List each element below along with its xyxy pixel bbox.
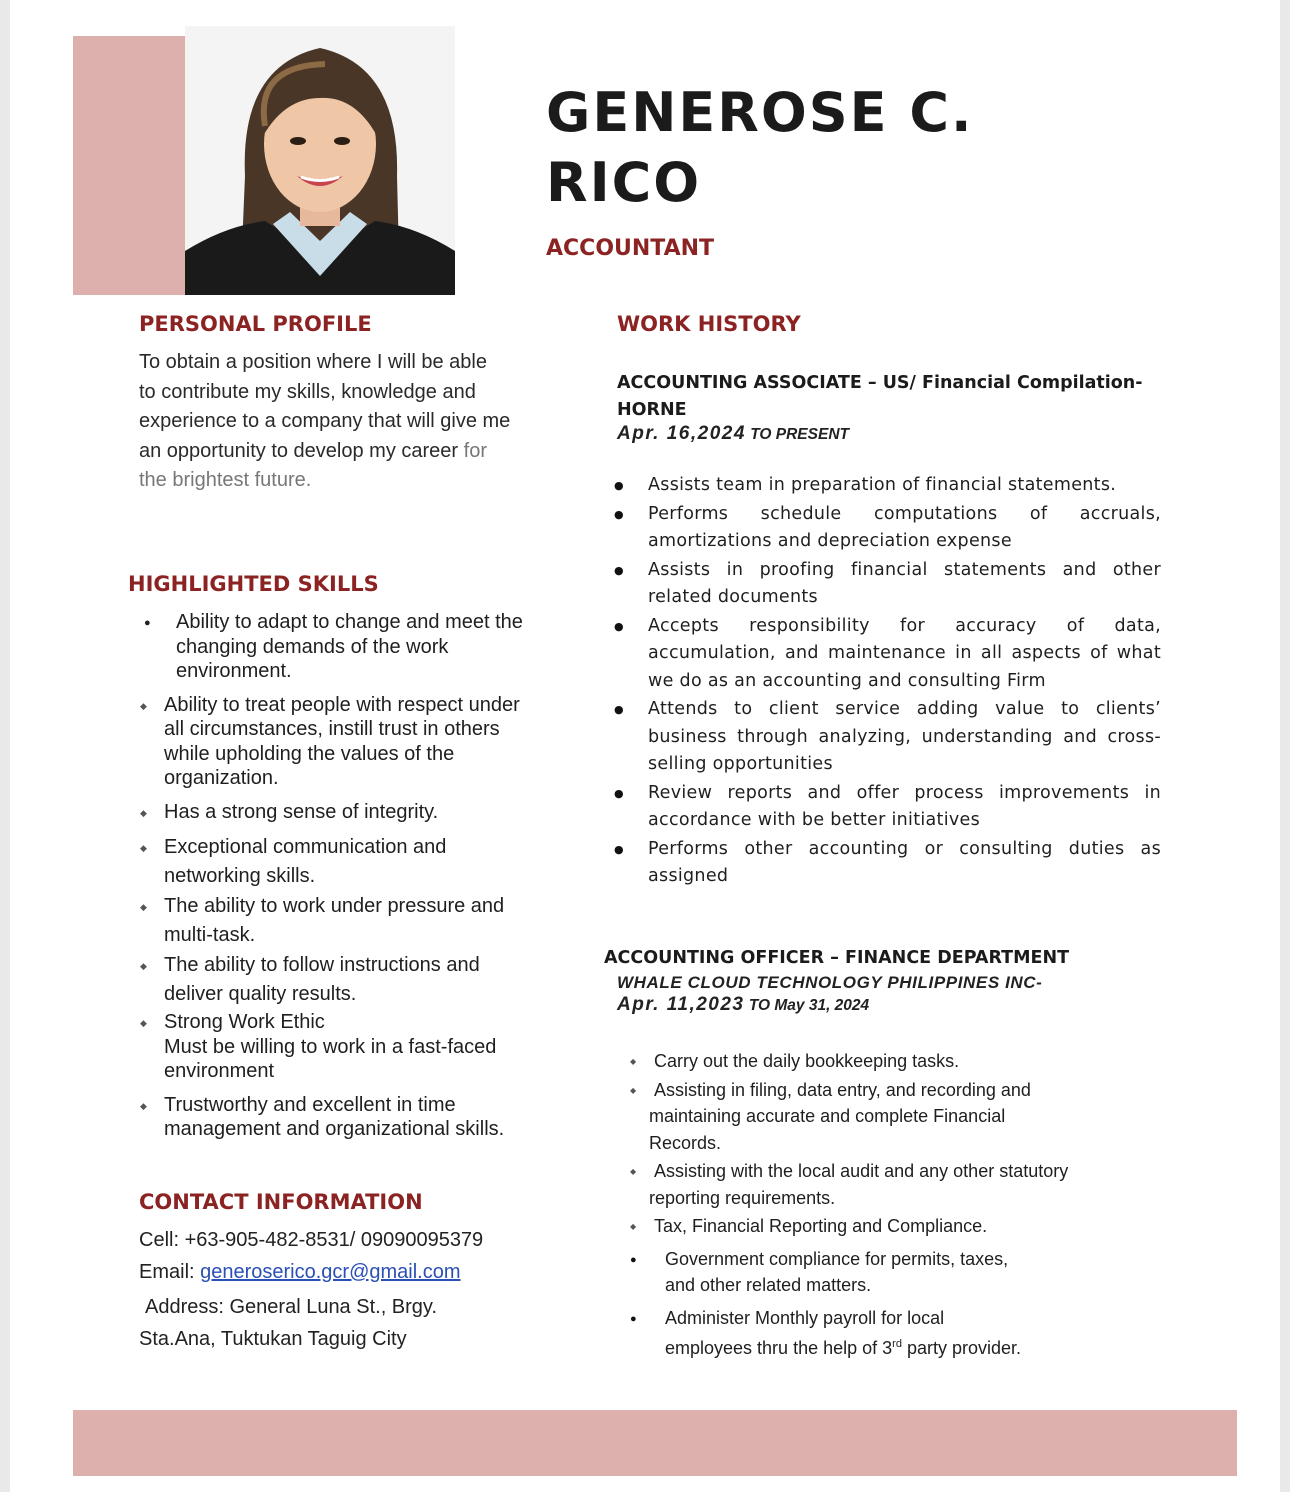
contact-address-line-2: Sta.Ana, Tuktukan Taguig City	[139, 1328, 407, 1350]
job2-duty	[624, 1158, 1124, 1211]
skill-line: ◆ Trustworthy and excellent in time	[164, 1093, 456, 1116]
job-role: ACCOUNTANT	[546, 236, 715, 261]
skill-line: Must be willing to work in a fast-faced	[164, 1035, 497, 1058]
job1-duty: ● Assists team in preparation of financial statements.	[614, 472, 1161, 500]
job2-duty-line: ● Administer Monthly payroll for local	[665, 1307, 945, 1328]
job1-duty: ● Assists in proofing financial statements and other related documents	[614, 557, 1161, 612]
profile-faded-line: the brightest future.	[139, 469, 312, 491]
skill-line: ◆ Ability to treat people with respect under	[164, 693, 520, 716]
skills-list	[128, 610, 568, 1151]
contact-email	[139, 1258, 579, 1287]
skill-line: environment.	[176, 660, 292, 682]
cell-number: +63-905-482-8531/ 09090095379	[184, 1229, 484, 1251]
skill-line: networking skills.	[164, 865, 316, 887]
skill-item	[128, 951, 568, 1009]
job2-duty-line: ◆ Assisting with the local audit and any other statutory	[654, 1161, 1069, 1181]
skill-item	[128, 1010, 568, 1084]
skill-line: ◆ The ability to work under pressure and	[164, 895, 505, 917]
job1-duty: ● Review reports and offer process improvements in accordance with be better initiatives	[614, 780, 1161, 835]
candidate-name	[546, 78, 974, 218]
skill-item	[128, 833, 568, 891]
personal-profile-heading: PERSONAL PROFILE	[139, 312, 372, 336]
job1-title-line: ACCOUNTING ASSOCIATE – US/ Financial Compilation-	[617, 373, 1143, 393]
skill-line: environment	[164, 1060, 275, 1082]
personal-profile-text	[139, 348, 549, 496]
profile-faded-text: for	[463, 439, 487, 462]
job1-date-start: Apr. 16,2024	[617, 423, 746, 444]
footer-band	[73, 1410, 1237, 1476]
skill-line: deliver quality results.	[164, 983, 357, 1005]
profile-line-text: an opportunity to develop my career	[139, 439, 459, 462]
job1-duty: ● Accepts responsibility for accuracy of data, accumulation, and maintenance in all aspects of what we do as an accounting and consulting Firm	[614, 613, 1161, 696]
job2-duty-line: ◆ Assisting in filing, data entry, and recording and	[654, 1079, 1031, 1100]
job2-date-start: Apr. 11,2023	[617, 994, 745, 1015]
contact-details	[139, 1226, 579, 1357]
job2-company: WHALE CLOUD TECHNOLOGY PHILIPPINES INC-	[617, 973, 1043, 992]
contact-address-line-1: Address: General Luna St., Brgy.	[145, 1296, 438, 1318]
skill-item	[128, 800, 568, 825]
job2-duties-list	[624, 1048, 1124, 1364]
skill-line: management and organizational skills.	[164, 1118, 505, 1140]
profile-line: experience to a company that will give me	[139, 410, 511, 432]
cell-label: Cell:	[139, 1229, 185, 1251]
job1-duty: ● Performs schedule computations of accruals, amortizations and depreciation expense	[614, 501, 1161, 556]
skill-line: ◆ The ability to follow instructions and	[164, 954, 480, 976]
payroll-text: employees thru the help of 3	[665, 1338, 893, 1358]
contact-cell	[139, 1226, 579, 1255]
job2-duty	[624, 1246, 1124, 1299]
profile-photo	[185, 26, 455, 295]
job2-duty	[624, 1305, 1124, 1362]
job2-duty-line: and other related matters.	[665, 1275, 872, 1295]
skill-item	[128, 1093, 568, 1142]
skill-line: ● Ability to adapt to change and meet the	[176, 611, 523, 633]
skill-line: changing demands of the work	[176, 635, 449, 658]
job2-duty-line	[665, 1331, 1124, 1362]
job2-duty	[624, 1077, 1124, 1157]
email-link[interactable]: generoserico.gcr@gmail.com	[200, 1261, 461, 1283]
contact-information-heading: CONTACT INFORMATION	[139, 1190, 423, 1214]
name-line-1: GENEROSE C.	[546, 81, 974, 144]
job1-duty: ● Performs other accounting or consulting duties as assigned	[614, 836, 1161, 891]
skill-line: multi-task.	[164, 924, 256, 946]
profile-line	[139, 437, 549, 467]
job2-duty-line: reporting requirements.	[649, 1187, 836, 1208]
skill-line: all circumstances, instill trust in others	[164, 718, 500, 740]
payroll-text-end: party provider.	[901, 1338, 1021, 1358]
job2-date-end: TO May 31, 2024	[744, 997, 870, 1014]
profile-line: to contribute my skills, knowledge and	[139, 380, 476, 403]
skill-line: ◆ Strong Work Ethic	[164, 1011, 325, 1033]
skill-item	[128, 610, 568, 684]
job2-duty-line: ◆ Tax, Financial Reporting and Compliance.	[654, 1216, 988, 1236]
profile-line: To obtain a position where I will be able	[139, 351, 487, 373]
skill-line: organization.	[164, 767, 279, 789]
skill-item	[128, 693, 568, 791]
job1-date-end: TO PRESENT	[745, 426, 849, 443]
work-history-heading: WORK HISTORY	[617, 312, 801, 336]
job1-title	[617, 370, 1177, 424]
job1-date	[617, 423, 849, 445]
job2-date	[617, 994, 869, 1016]
job1-title-line: HORNE	[617, 400, 687, 420]
ordinal-suffix: rd	[892, 1338, 902, 1350]
job1-duties-list	[614, 472, 1161, 892]
name-line-2: RICO	[546, 151, 702, 214]
highlighted-skills-heading: HIGHLIGHTED SKILLS	[128, 572, 379, 596]
job2-duty	[624, 1048, 1124, 1075]
decorative-block	[73, 36, 185, 295]
job2-duty-line: Records.	[649, 1132, 722, 1153]
skill-line: ◆ Has a strong sense of integrity.	[164, 800, 439, 823]
skill-line: ◆ Exceptional communication and	[164, 836, 447, 858]
resume-page	[10, 0, 1280, 1492]
job2-title: ACCOUNTING OFFICER – FINANCE DEPARTMENT	[604, 948, 1070, 968]
job1-duty: ● Attends to client service adding value to clients’ business through analyzing, understanding and cross-selling opportunities	[614, 696, 1161, 779]
email-label: Email:	[139, 1261, 201, 1283]
skill-line: while upholding the values of the	[164, 742, 455, 765]
skill-item	[128, 892, 568, 950]
job2-duty-line: maintaining accurate and complete Financial	[649, 1106, 1006, 1126]
job2-duty-line: ◆ Carry out the daily bookkeeping tasks.	[654, 1051, 960, 1071]
job2-duty	[624, 1213, 1124, 1240]
job2-duty-line: ● Government compliance for permits, taxes,	[665, 1248, 1009, 1269]
